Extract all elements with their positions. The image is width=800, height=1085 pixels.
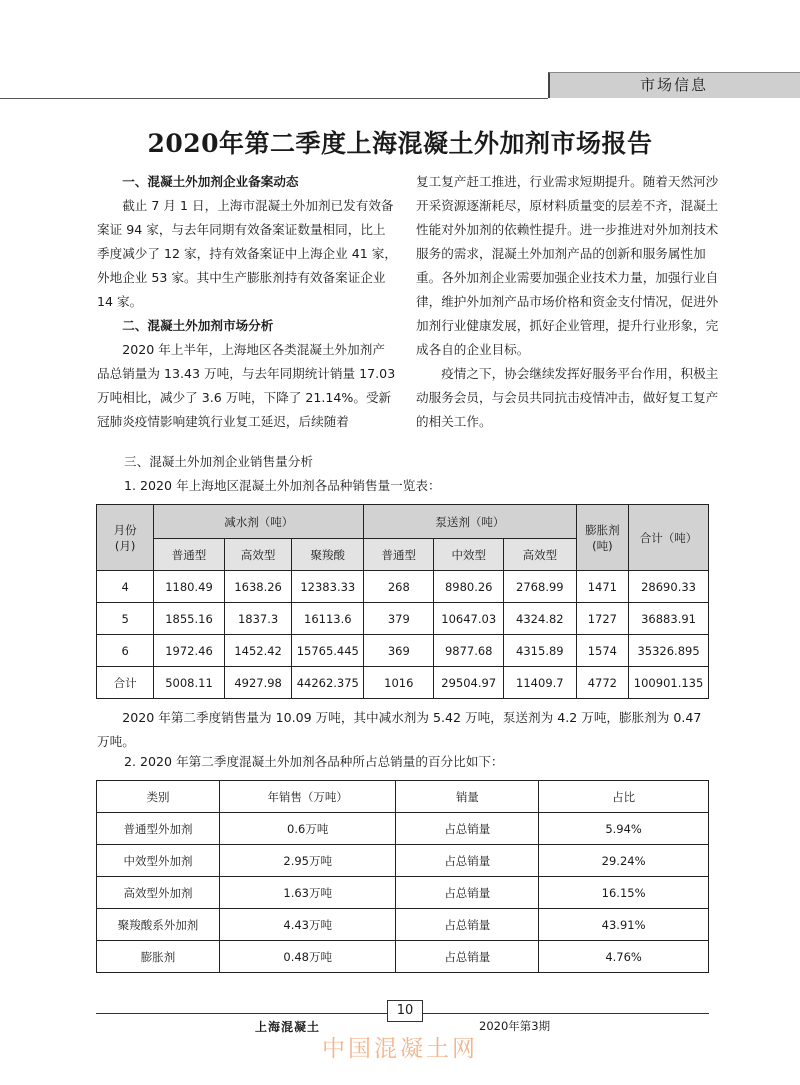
table-1-caption: 1. 2020 年上海地区混凝土外加剂各品种销售量一览表： <box>124 478 441 493</box>
magazine-name: 上海混凝土 <box>255 1020 321 1034</box>
section-2-paragraph: 2020 年上半年，上海地区各类混凝土外加剂产品总销量为 13.43 万吨，与去年同期统计销量 17.03 万吨相比，减少了 3.6 万吨，下降了 21.14%。受新冠肺炎疫情影响建筑行业复工延迟，后续随着 <box>97 342 396 429</box>
table-total-row <box>97 667 709 699</box>
table-cell: 1471 <box>576 571 629 603</box>
table-row <box>97 571 709 603</box>
subheader-cell: 中效型 <box>434 539 504 571</box>
table-cell: 4927.98 <box>224 667 292 699</box>
section-label: 市场信息 <box>639 76 708 94</box>
table-cell: 高效型外加剂 <box>97 877 220 909</box>
table-cell: 5008.11 <box>154 667 225 699</box>
header-text: (吨) <box>592 538 613 553</box>
table-row <box>97 845 709 877</box>
table-cell: 29.24% <box>539 845 709 877</box>
article-title: 2020年第二季度上海混凝土外加剂市场报告 <box>147 129 653 158</box>
left-column <box>97 170 397 434</box>
table-cell: 379 <box>364 603 434 635</box>
table-row <box>97 877 709 909</box>
table-cell: 1180.49 <box>154 571 225 603</box>
pumping-agent-header: 泵送剂（吨） <box>364 505 576 539</box>
table-cell: 占总销量 <box>396 941 539 973</box>
table-cell: 1.63万吨 <box>219 877 396 909</box>
table-cell: 4324.82 <box>504 603 577 635</box>
table-cell: 5.94% <box>539 813 709 845</box>
header-text: (月) <box>114 538 136 553</box>
share-table <box>96 780 709 973</box>
table-cell: 年销售（万吨） <box>219 781 396 813</box>
table-row <box>97 813 709 845</box>
month-header <box>97 505 154 571</box>
table-2-caption: 2. 2020 年第二季度混凝土外加剂各品种所占总销量的百分比如下： <box>124 754 504 769</box>
table-row <box>97 603 709 635</box>
table-cell: 12383.33 <box>292 571 364 603</box>
table-cell: 28690.33 <box>629 571 709 603</box>
page-number: 10 <box>387 1000 423 1022</box>
table-cell: 销量 <box>396 781 539 813</box>
table-cell: 占总销量 <box>396 813 539 845</box>
table-cell: 4 <box>97 571 154 603</box>
table-cell: 10647.03 <box>434 603 504 635</box>
table-cell: 中效型外加剂 <box>97 845 220 877</box>
table-cell: 0.6万吨 <box>219 813 396 845</box>
expansive-agent-header <box>576 505 629 571</box>
right-column <box>416 170 722 434</box>
subheader-cell: 高效型 <box>504 539 577 571</box>
table-cell: 29504.97 <box>434 667 504 699</box>
table-cell: 100901.135 <box>629 667 709 699</box>
table-cell: 4.43万吨 <box>219 909 396 941</box>
table-cell: 占总销量 <box>396 845 539 877</box>
table-cell: 1855.16 <box>154 603 225 635</box>
table-cell: 1452.42 <box>224 635 292 667</box>
summary-paragraph: 2020 年第二季度销售量为 10.09 万吨，其中减水剂为 5.42 万吨，泵送剂为 4.2 万吨，膨胀剂为 0.47 万吨。 <box>97 710 702 749</box>
table-cell: 占总销量 <box>396 877 539 909</box>
water-reducer-header: 减水剂（吨） <box>154 505 364 539</box>
table-cell: 普通型外加剂 <box>97 813 220 845</box>
sales-table <box>96 504 709 699</box>
table-cell: 膨胀剂 <box>97 941 220 973</box>
table-cell: 9877.68 <box>434 635 504 667</box>
table-cell: 5 <box>97 603 154 635</box>
table-cell: 16113.6 <box>292 603 364 635</box>
table-cell: 1016 <box>364 667 434 699</box>
table-cell: 占比 <box>539 781 709 813</box>
table-cell: 6 <box>97 635 154 667</box>
table-header-row <box>97 781 709 813</box>
section-1-paragraph: 截止 7 月 1 日，上海市混凝土外加剂已发有效备案证 94 家，与去年同期有效备案证数量相同，比上季度减少了 12 家，持有效备案证中上海企业 41 家，外地企业 53 家。其中生产膨胀剂持有效备案证企业 14 家。 <box>97 198 397 309</box>
section-3-heading: 三、混凝土外加剂企业销售量分析 <box>124 454 313 469</box>
table-cell: 合计 <box>97 667 154 699</box>
subheader-cell: 高效型 <box>224 539 292 571</box>
subheader-cell: 聚羧酸 <box>292 539 364 571</box>
subheader-cell: 普通型 <box>154 539 225 571</box>
table-cell: 43.91% <box>539 909 709 941</box>
table-cell: 2.95万吨 <box>219 845 396 877</box>
issue-label: 2020年第3期 <box>479 1019 551 1033</box>
table-cell: 4772 <box>576 667 629 699</box>
subheader-cell: 普通型 <box>364 539 434 571</box>
table-cell: 11409.7 <box>504 667 577 699</box>
table-cell: 2768.99 <box>504 571 577 603</box>
table-cell: 35326.895 <box>629 635 709 667</box>
table-cell: 1574 <box>576 635 629 667</box>
header-rule <box>0 98 548 99</box>
header-text: 膨胀剂 <box>585 522 620 537</box>
table-cell: 4.76% <box>539 941 709 973</box>
table-cell: 8980.26 <box>434 571 504 603</box>
table-cell: 16.15% <box>539 877 709 909</box>
table-cell: 268 <box>364 571 434 603</box>
table-cell: 15765.445 <box>292 635 364 667</box>
site-watermark: 中国混凝土网 <box>322 1036 478 1062</box>
table-cell: 44262.375 <box>292 667 364 699</box>
table-row <box>97 909 709 941</box>
table-cell: 1837.3 <box>224 603 292 635</box>
table-row <box>97 941 709 973</box>
table-cell: 369 <box>364 635 434 667</box>
table-cell: 1972.46 <box>154 635 225 667</box>
table-cell: 1727 <box>576 603 629 635</box>
header-text: 月份 <box>113 522 137 537</box>
table-cell: 类别 <box>97 781 220 813</box>
table-cell: 聚羧酸系外加剂 <box>97 909 220 941</box>
table-cell: 0.48万吨 <box>219 941 396 973</box>
table-cell: 36883.91 <box>629 603 709 635</box>
section-2-heading: 二、混凝土外加剂市场分析 <box>122 318 274 333</box>
table-cell: 占总销量 <box>396 909 539 941</box>
closing-paragraph: 疫情之下，协会继续发挥好服务平台作用，积极主动服务会员，与会员共同抗击疫情冲击，做好复工复产的相关工作。 <box>416 366 719 429</box>
table-row <box>97 635 709 667</box>
section-1-heading: 一、混凝土外加剂企业备案动态 <box>122 174 299 189</box>
total-header: 合计（吨） <box>629 505 709 571</box>
table-cell: 1638.26 <box>224 571 292 603</box>
continued-paragraph: 复工复产赶工推进，行业需求短期提升。随着天然河沙开采资源逐渐耗尽，原材料质量变的层差不齐，混凝土性能对外加剂的依赖性提升。进一步推进对外加剂技术服务的需求，混凝土外加剂产品的创新和服务属性加重。各外加剂企业需要加强企业技术力量，加强行业自律，维护外加剂产品市场价格和资金支付情况，促进外加剂行业健康发展，抓好企业管理，提升行业形象，完成各自的企业目标。 <box>416 174 719 357</box>
table-cell: 4315.89 <box>504 635 577 667</box>
